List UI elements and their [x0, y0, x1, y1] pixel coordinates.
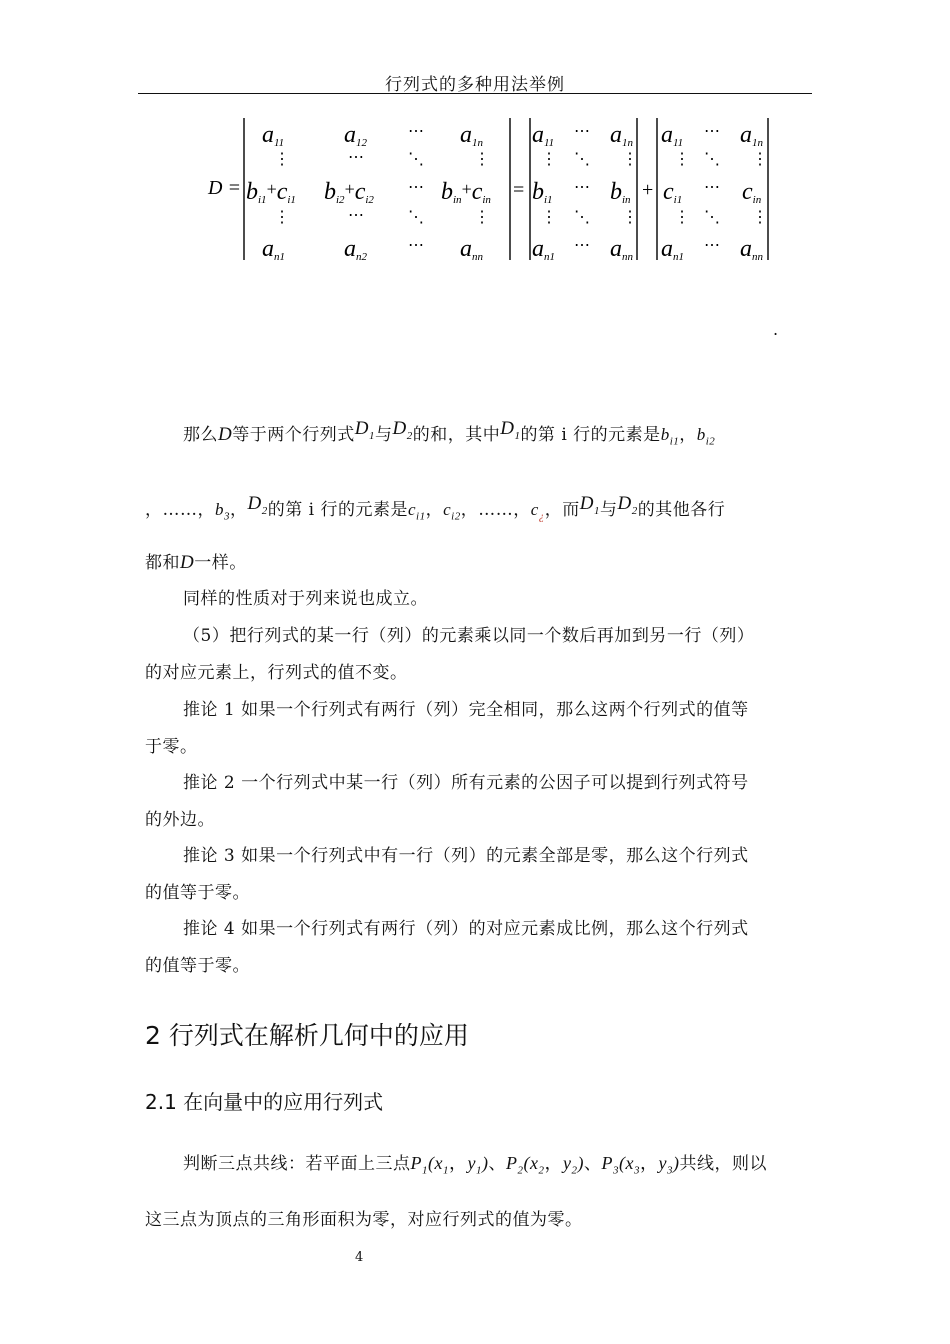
d1-an1: an1: [532, 236, 555, 263]
page-number: 4: [355, 1250, 364, 1265]
p2-text-5: 与: [599, 500, 618, 520]
paragraph-d2-elements: ，……，$b_3$，$D_2$的第 i 行的元素是$c_{i1}$，$c_{i2}$，……，$c_¿$，而$D_1$与$D_2$的其他各行: [145, 493, 726, 523]
lhs-vdots-r2c4: ⋮: [474, 151, 490, 168]
d1-ddots-r2: ⋱: [574, 151, 590, 168]
property-5-line1: （5）把行列式的某一行（列）的元素乘以同一个数后再加到另一行（列）: [183, 626, 755, 646]
p3-D: D: [180, 552, 195, 573]
d1-a11: a11: [532, 122, 555, 149]
d2-hdots-1: ⋯: [704, 123, 720, 140]
p1-D1b: $D_1$: [500, 418, 521, 442]
d1-hdots-1: ⋯: [574, 123, 590, 140]
p2-text-6: 的其他各行: [637, 500, 726, 520]
lhs-hdots-5: ⋯: [408, 237, 424, 254]
d1-bi1: bi1: [532, 179, 553, 206]
d1-ann: ann: [610, 236, 633, 263]
corollary-2-line2: 的外边。: [145, 810, 215, 830]
point-p2: $P_2(x_2$，$y_2$): [506, 1153, 584, 1177]
p1-D1: $D_1$: [354, 418, 375, 442]
d2-hdots-5: ⋯: [704, 237, 720, 254]
collinear-line2: 这三点为顶点的三角形面积为零，对应行列式的值为零。: [145, 1210, 583, 1230]
p1-text-3: 与: [374, 425, 393, 445]
lhs-ddots-r2: ⋱: [408, 151, 424, 168]
p2-b3: $b_3$: [215, 500, 230, 523]
lhs-hdots-r2: ⋯: [348, 149, 364, 166]
d1-vdots-r2c1: ⋮: [541, 151, 557, 168]
subsection-heading: 2.1 在向量中的应用行列式: [145, 1090, 384, 1114]
p2-D2: $D_2$: [247, 493, 268, 517]
d2-a1n: a1n: [740, 122, 763, 149]
lhs-bi2-ci2: bi2+ci2: [324, 179, 374, 206]
p1-text-5: 的第 i 行的元素是: [520, 425, 661, 445]
lhs-ddots-r4: ⋱: [408, 209, 424, 226]
corollary-1-line1: 推论 1 如果一个行列式有两行（列）完全相同，那么这两个行列式的值等: [183, 700, 749, 720]
p2-ci2: $c_{i2}$: [443, 500, 461, 523]
d2-ann: ann: [740, 236, 763, 263]
d1-vdots-r4c1: ⋮: [541, 209, 557, 226]
d2-vdots-r4c3: ⋮: [752, 209, 768, 226]
d1-ddots-r4: ⋱: [574, 209, 590, 226]
d2-an1: an1: [661, 236, 684, 263]
d2-cin: cin: [742, 179, 762, 206]
d1-hdots-3: ⋯: [574, 179, 590, 196]
d2-vdots-r4c1: ⋮: [674, 209, 690, 226]
d2-ddots-r4: ⋱: [704, 209, 720, 226]
p2-text-4: ，而: [544, 500, 580, 520]
running-header: 行列式的多种用法举例: [385, 75, 565, 95]
collinear-line1: 判断三点共线：若平面上三点$P_1(x_1$，$y_1$)、$P_2(x_2$，$y_2$)、$P_3(x_3$，$y_3$)共线，则以: [183, 1153, 767, 1177]
d1-vdots-r2c3: ⋮: [622, 151, 638, 168]
corollary-4-line2: 的值等于零。: [145, 956, 250, 976]
d1-hdots-5: ⋯: [574, 237, 590, 254]
p2-text-0: ，……，: [145, 500, 215, 520]
property-5-line2: 的对应元素上，行列式的值不变。: [145, 663, 408, 683]
lhs-vdots-r4c4: ⋮: [474, 209, 490, 226]
lhs-hdots-r4: ⋯: [348, 207, 364, 224]
p1-D2: $D_2$: [392, 418, 413, 442]
paragraph-sum: 那么D等于两个行列式$D_1$与$D_2$的和，其中$D_1$的第 i 行的元素是$b_{i1}$，$b_{i2}$: [183, 418, 716, 448]
d2-vdots-r2c3: ⋮: [752, 151, 768, 168]
corollary-3-line2: 的值等于零。: [145, 883, 250, 903]
d2-ci1: ci1: [663, 179, 683, 206]
formula-lhs: D =: [208, 177, 241, 199]
p2-D2b: $D_2$: [617, 493, 638, 517]
p1-text-2: 等于两个行列式: [232, 425, 355, 445]
p2-c-broken: $c_¿$: [530, 500, 545, 523]
lhs-hdots-3: ⋯: [408, 179, 424, 196]
corollary-2-line1: 推论 2 一个行列式中某一行（列）所有元素的公因子可以提到行列式符号: [183, 773, 749, 793]
lhs-a11: a11: [262, 122, 285, 149]
d2-hdots-3: ⋯: [704, 179, 720, 196]
header-rule: [138, 93, 812, 94]
lhs-a1n: a1n: [460, 122, 483, 149]
p2-text-1: ，: [230, 500, 248, 520]
d1-bin: bin: [610, 179, 631, 206]
lhs-ann: ann: [460, 236, 483, 263]
lhs-bi1-ci1: bi1+ci1: [246, 179, 296, 206]
d2-ddots-r2: ⋱: [704, 151, 720, 168]
lhs-an2: an2: [344, 236, 367, 263]
p1-text-4: 的和，其中: [412, 425, 501, 445]
point-p3: $P_3(x_3$，$y_3$): [601, 1153, 680, 1177]
d2-a11: a11: [661, 122, 684, 149]
lhs-hdots-1: ⋯: [408, 123, 424, 140]
formula-eq: =: [513, 179, 525, 201]
d1-vdots-r4c3: ⋮: [622, 209, 638, 226]
p2-text-2: 的第 i 行的元素是: [267, 500, 408, 520]
lhs-an1: an1: [262, 236, 285, 263]
corollary-3-line1: 推论 3 如果一个行列式中有一行（列）的元素全部是零，那么这个行列式: [183, 846, 749, 866]
point-p1: $P_1(x_1$，$y_1$): [410, 1153, 489, 1177]
determinant-formula: [0, 100, 950, 380]
d2-vdots-r2c1: ⋮: [674, 151, 690, 168]
p1-bi1: $b_{i1}$: [660, 425, 680, 448]
lhs-a12: a12: [344, 122, 367, 149]
corollary-4-line1: 推论 4 如果一个行列式有两行（列）的对应元素成比例，那么这个行列式: [183, 919, 749, 939]
p1-D: D: [218, 424, 233, 445]
p2-D1: $D_1$: [579, 493, 600, 517]
d1-a1n: a1n: [610, 122, 633, 149]
paragraph-same: 都和D一样。: [145, 552, 247, 573]
lhs-vdots-r4c1: ⋮: [274, 209, 290, 226]
p1-text-1: 那么: [183, 425, 218, 445]
section-heading: 2 行列式在解析几何中的应用: [145, 1021, 469, 1050]
formula-plus: +: [642, 179, 654, 201]
p1-bi2: $b_{i2}$: [696, 425, 716, 448]
p2-text-3: ，……，: [460, 500, 531, 520]
lhs-vdots-r2c1: ⋮: [274, 151, 290, 168]
corollary-1-line2: 于零。: [145, 737, 198, 757]
trailing-dot: .: [773, 320, 779, 339]
lhs-bin-cin: bin+cin: [441, 179, 491, 206]
p2-ci1: $c_{i1}$: [407, 500, 426, 523]
paragraph-columns: 同样的性质对于列来说也成立。: [183, 589, 428, 609]
